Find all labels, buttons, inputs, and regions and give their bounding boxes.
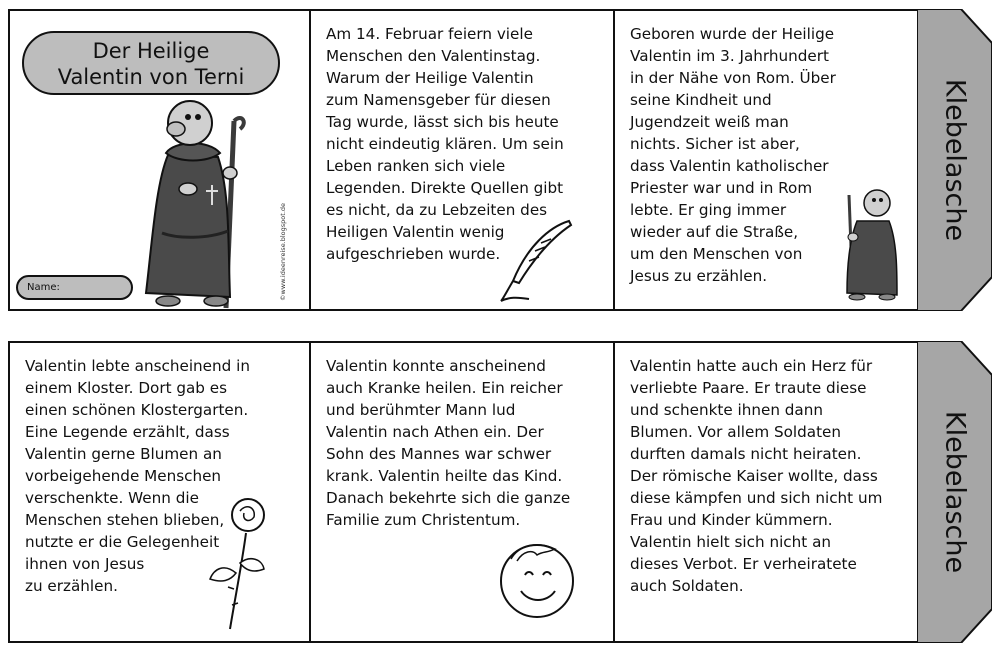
text-panel-6 bbox=[613, 341, 919, 643]
bottom-strip bbox=[8, 341, 992, 643]
panel-2-text: Am 14. Februar feiern viele Menschen den Valentinstag. Warum der Heilige Valentin zum Namensgeber für diesen Tag wurde, lässt sich bis heute nicht eindeutig klären. Um sein Leben ranken sich viele Legenden. Direkte Quellen gibt es nicht, da zu Lebzeiten des Heiligen Valentin wenig aufgeschrieben wurde. bbox=[326, 25, 564, 263]
text-panel-2 bbox=[309, 9, 615, 311]
monk-illustration-small bbox=[837, 181, 907, 303]
name-label: Name: bbox=[27, 282, 60, 293]
panel-3-text: Geboren wurde der Heilige Valentin im 3. Jahrhundert in der Nähe von Rom. Über seine Kindheit und Jugendzeit weiß man nichts. Sicher ist aber, dass Valentin katholischer Priester war und in Rom lebte. Er ging immer wieder auf die Straße, um den Menschen von Jesus zu erzählen. bbox=[630, 25, 836, 285]
top-strip bbox=[8, 9, 992, 311]
monk-illustration-large bbox=[138, 93, 258, 311]
title-card-panel bbox=[8, 9, 311, 311]
glue-tab-bottom-label: Klebelasche bbox=[939, 410, 970, 574]
panel-5-text: Valentin konnte anscheinend auch Kranke heilen. Ein reicher und berühmter Mann lud Valentin nach Athen ein. Der Sohn des Mannes war schwer krank. Valentin heilte das Kind. Danach bekehrte sich die ganze Familie zum Christentum. bbox=[326, 357, 571, 529]
panel-6-text: Valentin hatte auch ein Herz für verliebte Paare. Er traute diese und schenkte ihnen dann Blumen. Vor allem Soldaten durften damals nicht heiraten. Der römische Kaiser wollte, dass diese kämpfen und sich nicht um Frau und Kinder kümmern. Valentin hielt sich nicht an dieses Verbot. Er verheiratete auch Soldaten. bbox=[630, 357, 883, 595]
text-panel-4 bbox=[8, 341, 311, 643]
glue-tab-top-label: Klebelasche bbox=[939, 78, 970, 242]
text-panel-3 bbox=[613, 9, 919, 311]
glue-tab-top bbox=[917, 9, 992, 311]
smiling-child-face bbox=[497, 537, 577, 621]
name-field bbox=[16, 275, 133, 300]
title-box bbox=[22, 31, 280, 95]
title-line-2: Valentin von Terni bbox=[57, 65, 245, 89]
panel-4-text: Valentin lebte anscheinend in einem Kloster. Dort gab es einen schönen Klostergarten. Eine Legende erzählt, dass Valentin gerne Blumen an vorbeigehende Menschen verschenkte. Wenn die Menschen stehen blieben, nutzte er die Gelegenheit ihnen von Jesus zu erzählen. bbox=[25, 357, 250, 595]
title-line-1: Der Heilige bbox=[92, 39, 210, 63]
rose-illustration bbox=[206, 493, 276, 633]
glue-tab-bottom bbox=[917, 341, 992, 643]
quill-illustration bbox=[499, 217, 579, 303]
text-panel-5 bbox=[309, 341, 615, 643]
credit-text: ©www.ideenreise.blogspot.de bbox=[279, 202, 287, 301]
